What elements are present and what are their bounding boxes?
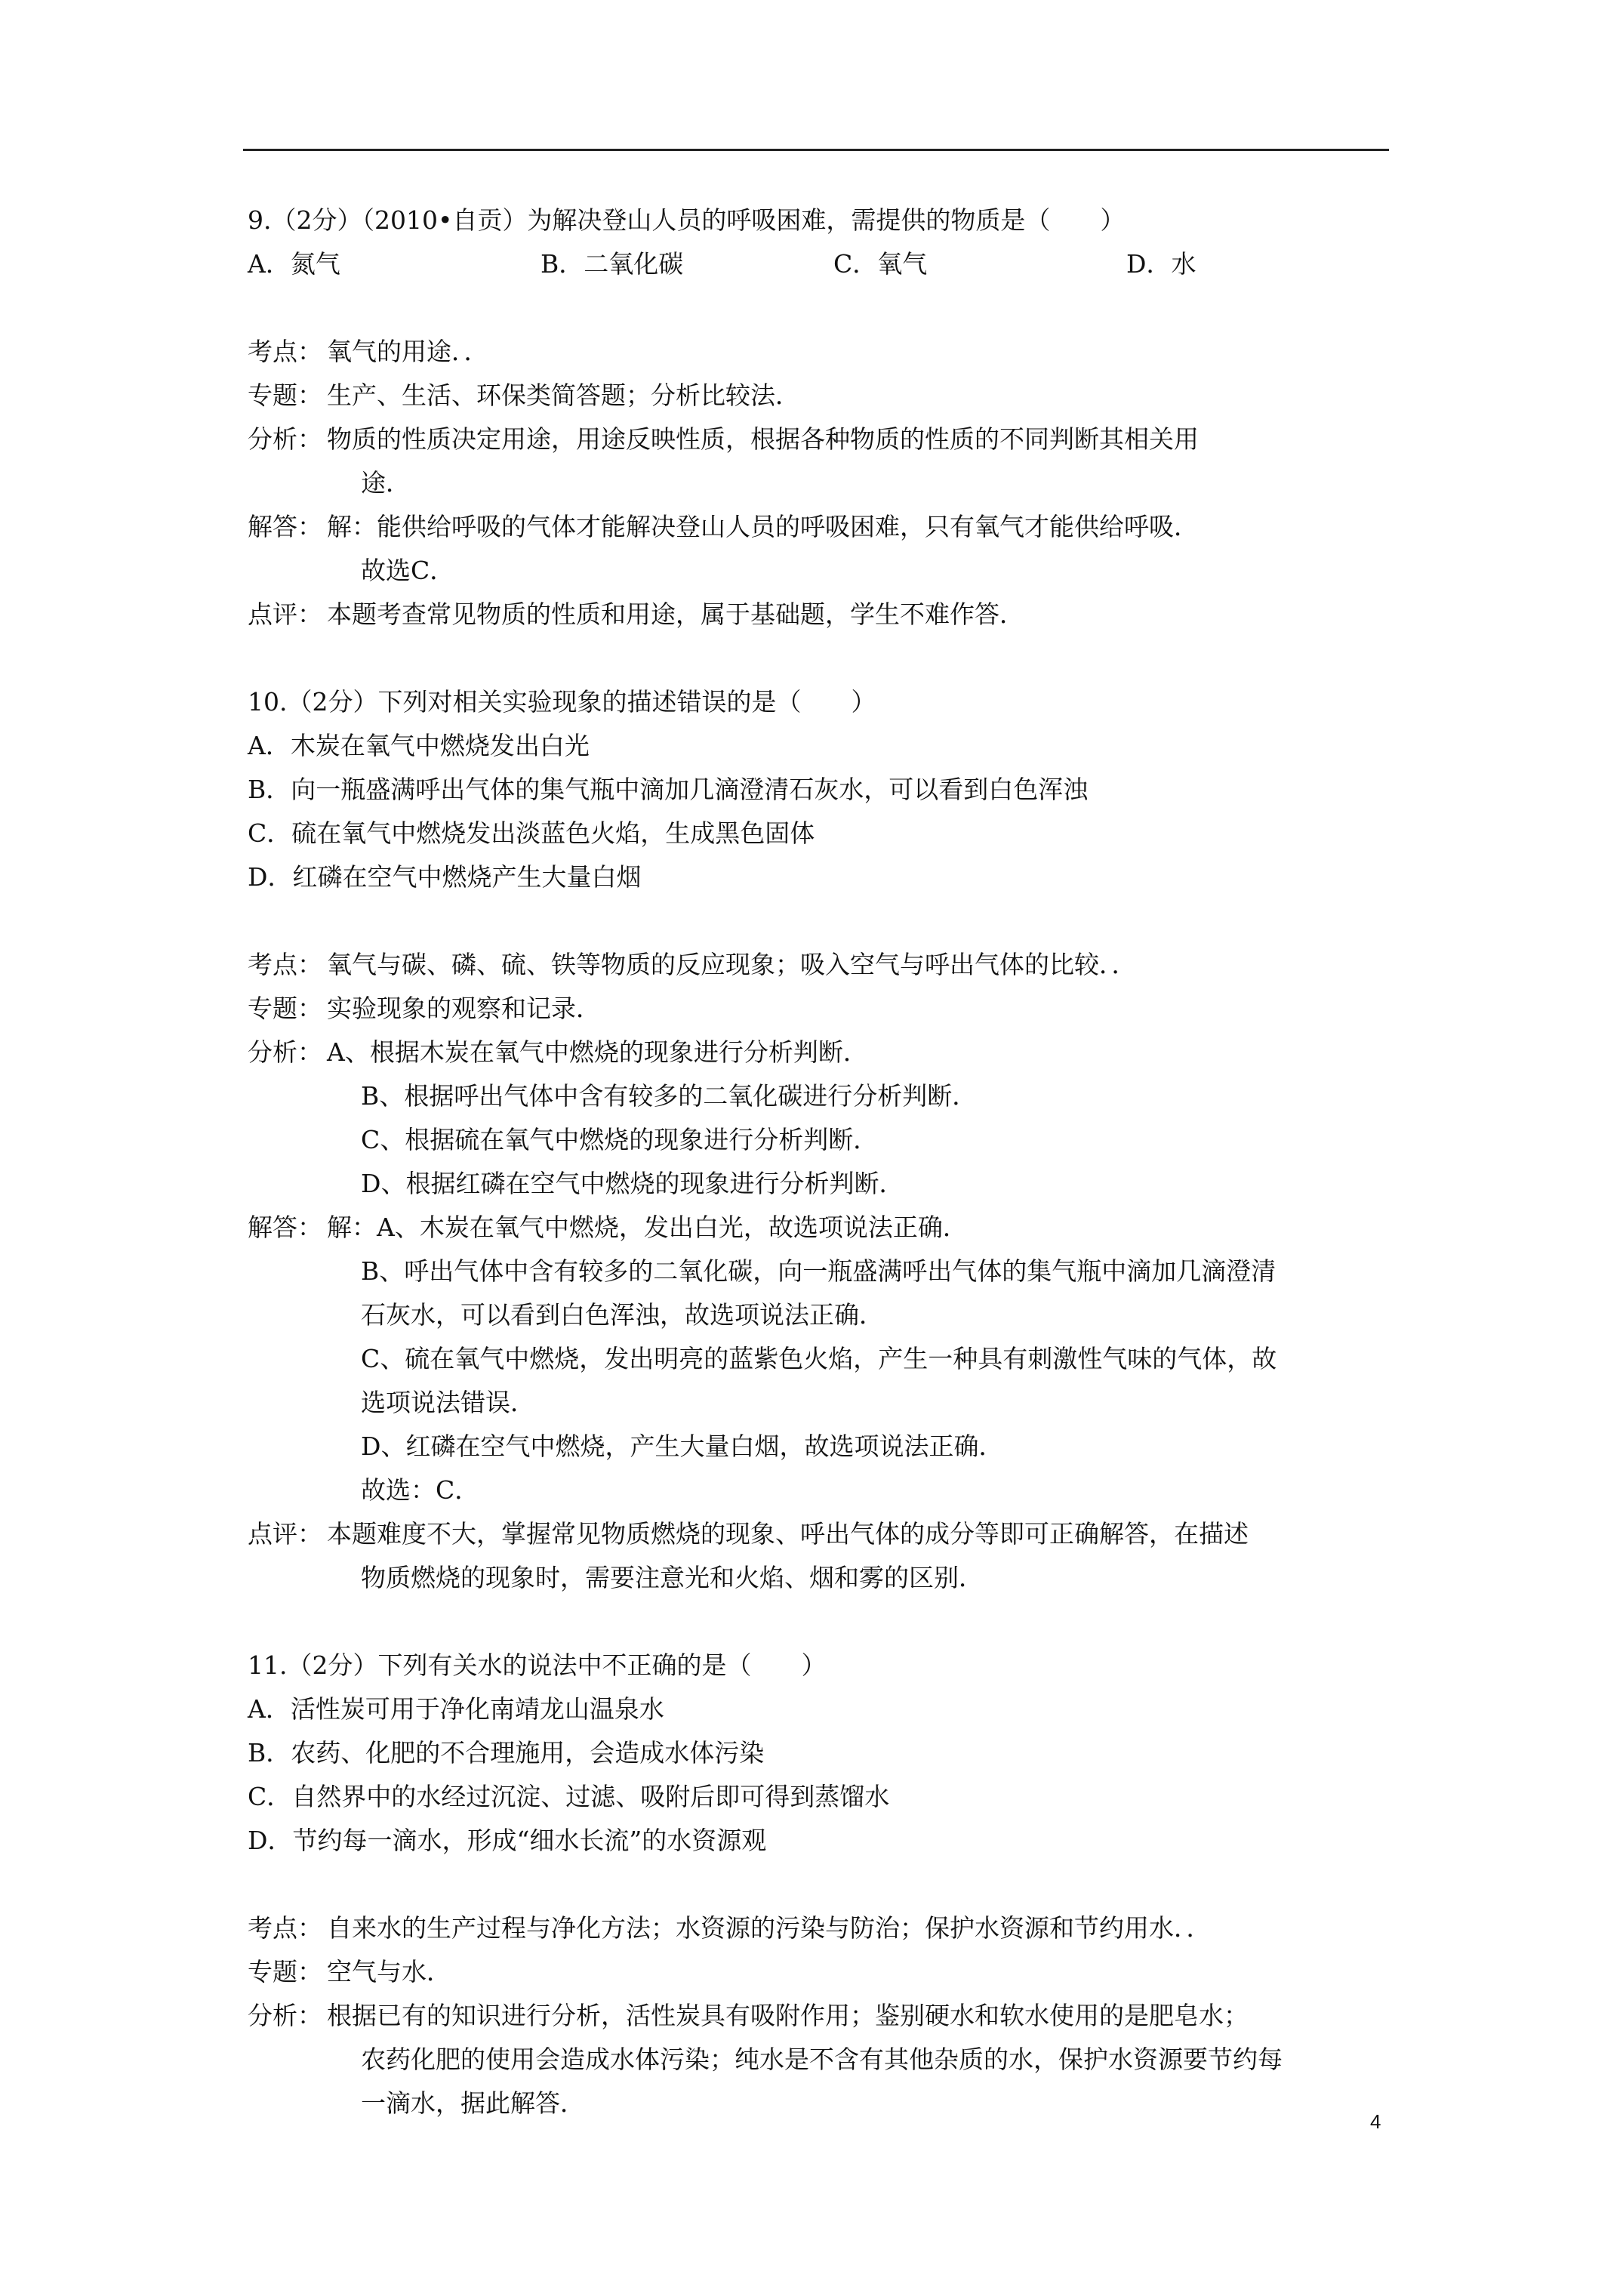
q9-option-d: D．水 [1126,249,1196,279]
q9-jieda-cont: 故选C． [361,556,455,585]
q9-option-b: B．二氧化碳 [540,249,684,279]
q11-option-d: D．节约每一滴水，形成“细水长流”的水资源观 [248,1826,767,1855]
q10-jieda-line: 石灰水，可以看到白色浑浊，故选项说法正确． [361,1300,884,1330]
q10-jieda-line: 选项说法错误． [361,1388,535,1417]
q9-options [248,242,1395,286]
q10-dianping: 点评： 本题难度不大，掌握常见物质燃烧的现象、呼出气体的成分等即可正确解答，在描述 [248,1519,1249,1549]
q10-option-c: C．硫在氧气中燃烧发出淡蓝色火焰，生成黑色固体 [248,818,815,848]
q9-jieda: 解答： 解：能供给呼吸的气体才能解决登山人员的呼吸困难，只有氧气才能供给呼吸． [248,512,1199,541]
q9-option-a: A．氮气 [248,249,340,279]
q10-dianping-cont: 物质燃烧的现象时，需要注意光和火焰、烟和雾的区别． [361,1563,984,1592]
q9-kaodian: 考点： 氧气的用途．． [248,337,489,366]
page-number: 4 [1370,2110,1381,2133]
q9-stem: 9.（2分）（2010•自贡）为解决登山人员的呼吸困难，需提供的物质是（ ） [248,205,1126,235]
q10-option-d: D．红磷在空气中燃烧产生大量白烟 [248,862,642,892]
q11-option-a: A．活性炭可用于净化南靖龙山温泉水 [248,1694,664,1724]
q11-option-b: B．农药、化肥的不合理施用，会造成水体污染 [248,1738,765,1767]
q10-option-b: B．向一瓶盛满呼出气体的集气瓶中滴加几滴澄清石灰水，可以看到白色浑浊 [248,775,1089,804]
q9-fenxi-cont: 途． [361,468,411,498]
q9-zhuanti: 专题： 生产、生活、环保类简答题；分析比较法． [248,381,800,410]
q11-fenxi-cont: 农药化肥的使用会造成水体污染；纯水是不含有其他杂质的水，保护水资源要节约每 [361,2045,1283,2074]
q11-fenxi-cont: 一滴水，据此解答． [361,2088,585,2118]
q10-jieda-line: D、红磷在空气中燃烧，产生大量白烟，故选项说法正确． [361,1432,1004,1461]
q11-option-c: C．自然界中的水经过沉淀、过滤、吸附后即可得到蒸馏水 [248,1782,890,1811]
q10-option-a: A．木炭在氧气中燃烧发出白光 [248,731,590,760]
q10-zhuanti: 专题： 实验现象的观察和记录． [248,994,601,1023]
page-content [248,199,1395,2125]
q10-jieda-line: C、硫在氧气中燃烧，发出明亮的蓝紫色火焰，产生一种具有刺激性气味的气体，故 [361,1344,1277,1373]
q10-fenxi-c: C、根据硫在氧气中燃烧的现象进行分析判断． [361,1125,879,1154]
q9-option-c: C．氧气 [833,249,928,279]
q10-stem: 10.（2分）下列对相关实验现象的描述错误的是（ ） [248,687,876,717]
q11-kaodian: 考点： 自来水的生产过程与净化方法；水资源的污染与防治；保护水资源和节约用水．． [248,1913,1212,1943]
q10-fenxi-b: B、根据呼出气体中含有较多的二氧化碳进行分析判断． [361,1081,978,1111]
q9-fenxi: 分析： 物质的性质决定用途，用途反映性质，根据各种物质的性质的不同判断其相关用 [248,424,1199,454]
q9-dianping: 点评： 本题考查常见物质的性质和用途，属于基础题，学生不难作答． [248,599,1024,629]
q11-stem: 11.（2分）下列有关水的说法中不正确的是（ ） [248,1650,827,1680]
q11-zhuanti: 专题： 空气与水． [248,1957,451,1986]
q10-jieda-line: B、呼出气体中含有较多的二氧化碳，向一瓶盛满呼出气体的集气瓶中滴加几滴澄清 [361,1256,1277,1286]
q10-jieda: 解答： 解：A、木炭在氧气中燃烧，发出白光，故选项说法正确． [248,1213,968,1242]
q10-fenxi: 分析： A、根据木炭在氧气中燃烧的现象进行分析判断． [248,1037,868,1067]
header-rule [243,149,1389,151]
q10-kaodian: 考点： 氧气与碳、磷、硫、铁等物质的反应现象；吸入空气与呼出气体的比较．． [248,950,1137,979]
q10-jieda-line: 故选：C． [361,1475,480,1505]
q11-fenxi: 分析： 根据已有的知识进行分析，活性炭具有吸附作用；鉴别硬水和软水使用的是肥皂水； [248,2001,1249,2030]
q10-fenxi-d: D、根据红磷在空气中燃烧的现象进行分析判断． [361,1169,904,1198]
